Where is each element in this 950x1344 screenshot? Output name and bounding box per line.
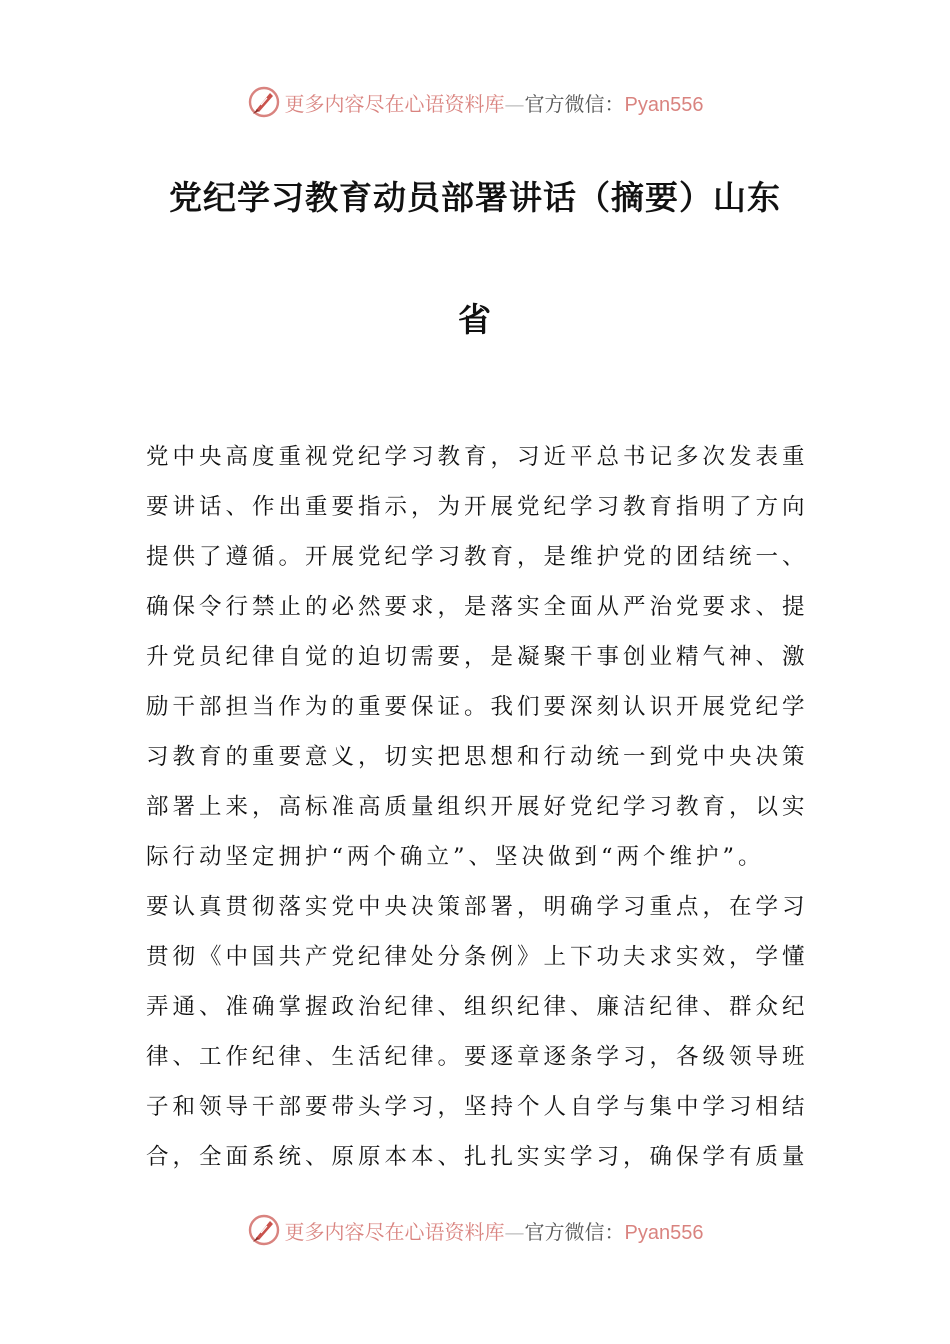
body-line: 律、工作纪律、生活纪律。要逐章逐条学习，各级领导班 [146, 1044, 809, 1070]
banner-lead-text: 更多内容尽在心语资料库 [284, 1219, 505, 1244]
body-line: 要认真贯彻落实党中央决策部署，明确学习重点，在学习 [146, 894, 809, 920]
banner-dash: — [504, 91, 525, 116]
body-line: 励干部担当作为的重要保证。我们要深刻认识开展党纪学 [146, 694, 809, 720]
banner-wechat-id: Pyan556 [624, 1221, 704, 1244]
quill-pen-logo-icon [247, 85, 281, 119]
header-banner [0, 80, 950, 124]
body-line: 确保令行禁止的必然要求，是落实全面从严治党要求、提 [146, 594, 809, 620]
body-line: 党中央高度重视党纪学习教育，习近平总书记多次发表重 [146, 444, 809, 470]
body-line: 际行动坚定拥护“两个确立”、坚决做到“两个维护”。 [146, 844, 765, 870]
body-line: 弄通、准确掌握政治纪律、组织纪律、廉洁纪律、群众纪 [146, 994, 809, 1020]
banner-wechat-label: 官方微信： [524, 91, 625, 116]
banner-lead-text: 更多内容尽在心语资料库 [284, 91, 505, 116]
body-line: 部署上来，高标准高质量组织开展好党纪学习教育，以实 [146, 794, 809, 820]
body-line: 要讲话、作出重要指示，为开展党纪学习教育指明了方向 [146, 494, 809, 520]
quill-pen-logo-icon [247, 1213, 281, 1247]
body-line: 提供了遵循。开展党纪学习教育，是维护党的团结统一、 [146, 544, 809, 570]
banner-dash: — [504, 1219, 525, 1244]
page-title-line-2: 省 [458, 300, 492, 339]
body-text [146, 432, 809, 1182]
banner-text [285, 88, 704, 117]
body-line: 习教育的重要意义，切实把思想和行动统一到党中央决策 [146, 744, 809, 770]
banner-text [285, 1216, 704, 1245]
body-line: 子和领导干部要带头学习，坚持个人自学与集中学习相结 [146, 1094, 809, 1120]
body-line: 升党员纪律自觉的迫切需要，是凝聚干事创业精气神、激 [146, 644, 809, 670]
body-line: 合，全面系统、原原本本、扎扎实实学习，确保学有质量 [146, 1144, 809, 1170]
footer-banner [0, 1208, 950, 1252]
banner-wechat-label: 官方微信： [524, 1219, 625, 1244]
page-title-line-1: 党纪学习教育动员部署讲话（摘要）山东 [169, 178, 781, 217]
banner-wechat-id: Pyan556 [624, 93, 704, 116]
body-line: 贯彻《中国共产党纪律处分条例》上下功夫求实效，学懂 [146, 944, 809, 970]
